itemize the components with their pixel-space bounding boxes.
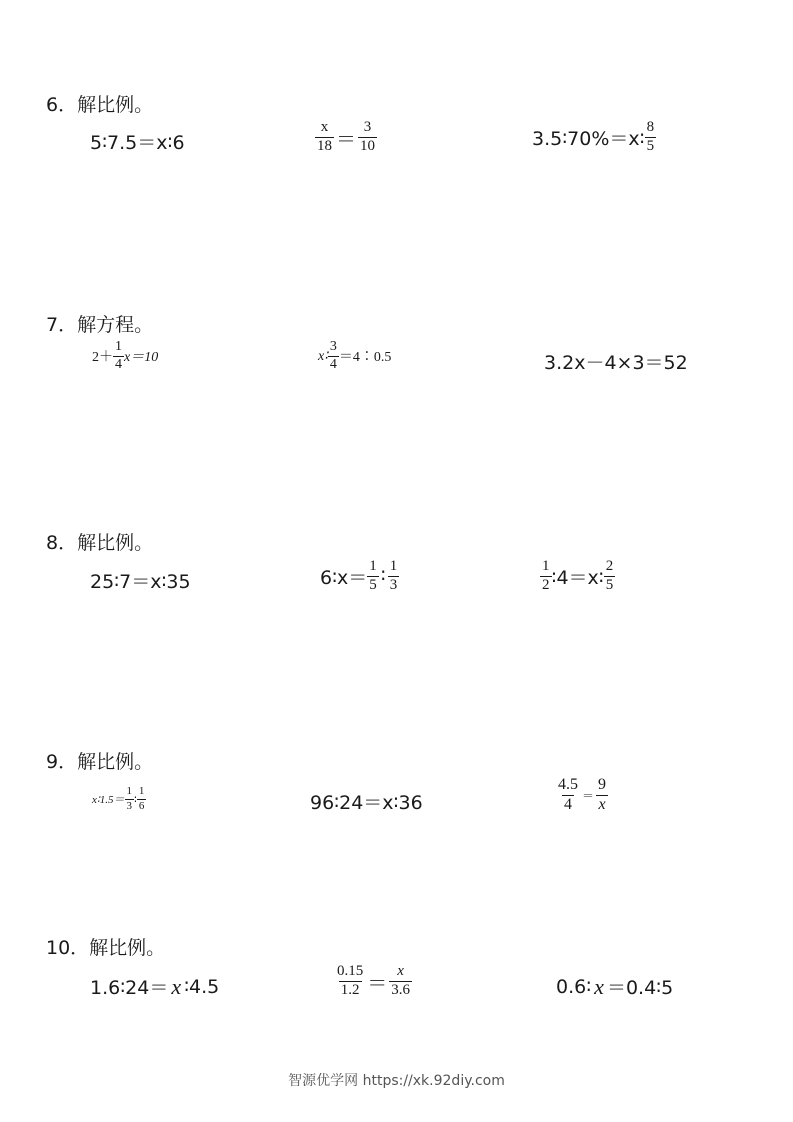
numerator: 4.5 xyxy=(558,776,578,793)
numerator: x xyxy=(320,119,329,135)
problem-10-1 xyxy=(90,973,219,1000)
section-8-title: 8．解比例。 xyxy=(46,532,154,554)
fraction xyxy=(113,340,124,372)
denominator: 3 xyxy=(389,576,398,593)
fraction xyxy=(358,120,377,155)
denominator: 4 xyxy=(115,356,122,372)
variable-x: x xyxy=(171,973,182,999)
fraction xyxy=(137,786,147,812)
problem-text: ∶4.5 xyxy=(184,975,220,998)
section-6-title: 6．解比例。 xyxy=(46,94,154,116)
problem-9-3 xyxy=(556,777,608,814)
denominator: x xyxy=(598,795,606,813)
footer-watermark: 智源优学网 https://xk.92diy.com xyxy=(288,1073,505,1089)
problem-7-1 xyxy=(92,340,158,372)
numerator: 1 xyxy=(542,558,550,574)
denominator: 3.6 xyxy=(391,981,410,998)
numerator: 3 xyxy=(329,339,337,354)
denominator: 5 xyxy=(369,576,377,593)
problem-text: 0.6∶ xyxy=(556,975,592,998)
problem-text: ＝0.4∶5 xyxy=(606,977,674,999)
problem-text: ＝4∶0.5 xyxy=(338,350,392,366)
fraction xyxy=(335,964,365,999)
problem-10-2 xyxy=(335,964,412,999)
numerator: 1 xyxy=(115,339,122,354)
denominator: 4 xyxy=(564,795,572,813)
problem-8-1 xyxy=(90,567,191,594)
denominator: 10 xyxy=(360,137,375,154)
numerator: 1 xyxy=(126,785,132,797)
fraction xyxy=(556,777,580,814)
problem-text: x∶ xyxy=(318,348,328,364)
problem-9-2-text: 96∶24＝x∶36 xyxy=(310,792,423,814)
equals-sign: ＝ xyxy=(336,126,356,151)
fraction xyxy=(125,786,135,812)
section-10-title: 10．解比例。 xyxy=(46,937,166,959)
problem-6-1 xyxy=(90,128,185,155)
variable-x: x xyxy=(594,973,604,999)
numerator: 1 xyxy=(369,558,377,574)
problem-text: x＝10 xyxy=(124,350,159,366)
numerator: 1 xyxy=(138,785,145,797)
denominator: 3 xyxy=(126,799,132,812)
problem-7-3-text: 3.2x－4×3＝52 xyxy=(544,352,688,374)
problem-6-3-text: 3.5∶70%＝x∶ xyxy=(532,127,645,150)
denominator: 18 xyxy=(317,137,332,154)
problem-6-1-text: 5∶7.5＝x∶6 xyxy=(90,132,185,154)
fraction xyxy=(328,340,339,372)
problem-text: 2＋ xyxy=(92,350,113,366)
equals-sign: ＝ xyxy=(582,788,595,803)
numerator: 3 xyxy=(363,119,372,135)
problem-9-1 xyxy=(92,786,146,812)
fraction xyxy=(389,964,412,999)
problem-text: ∶4＝x∶ xyxy=(551,566,604,589)
denominator: 4 xyxy=(329,356,337,372)
fraction xyxy=(604,559,616,594)
numerator: 0.15 xyxy=(337,963,364,979)
fraction xyxy=(315,120,334,155)
problem-7-3 xyxy=(544,348,688,375)
fraction xyxy=(596,777,608,814)
problem-text: 1.6∶24＝ xyxy=(90,977,169,999)
problem-text: 6∶x＝ xyxy=(320,566,368,589)
fraction xyxy=(645,120,657,155)
fraction xyxy=(540,559,552,594)
fraction xyxy=(388,559,400,594)
denominator: 5 xyxy=(605,576,614,593)
ratio-sign: ∶ xyxy=(380,565,386,588)
numerator: 9 xyxy=(598,776,607,793)
numerator: 8 xyxy=(646,119,655,135)
section-7-title: 7．解方程。 xyxy=(46,314,154,336)
problem-10-3 xyxy=(556,973,673,1000)
denominator: 1.2 xyxy=(340,981,360,998)
problem-text: x∶1.5＝ xyxy=(92,794,125,807)
problem-6-2 xyxy=(315,120,377,155)
denominator: 6 xyxy=(138,799,145,812)
problem-6-3 xyxy=(532,120,656,155)
denominator: 5 xyxy=(646,137,655,154)
problem-9-2 xyxy=(310,788,423,815)
numerator: 2 xyxy=(605,558,614,574)
denominator: 2 xyxy=(542,576,550,593)
numerator: 1 xyxy=(389,558,398,574)
fraction xyxy=(367,559,379,594)
problem-8-3 xyxy=(540,559,615,594)
ratio-sign: ∶ xyxy=(134,793,137,806)
problem-8-1-text: 25∶7＝x∶35 xyxy=(90,571,191,593)
numerator: x xyxy=(397,963,404,979)
problem-8-2 xyxy=(320,559,399,594)
section-9-title: 9．解比例。 xyxy=(46,751,154,773)
problem-7-2 xyxy=(318,340,391,372)
equals-sign: ＝ xyxy=(367,970,388,995)
